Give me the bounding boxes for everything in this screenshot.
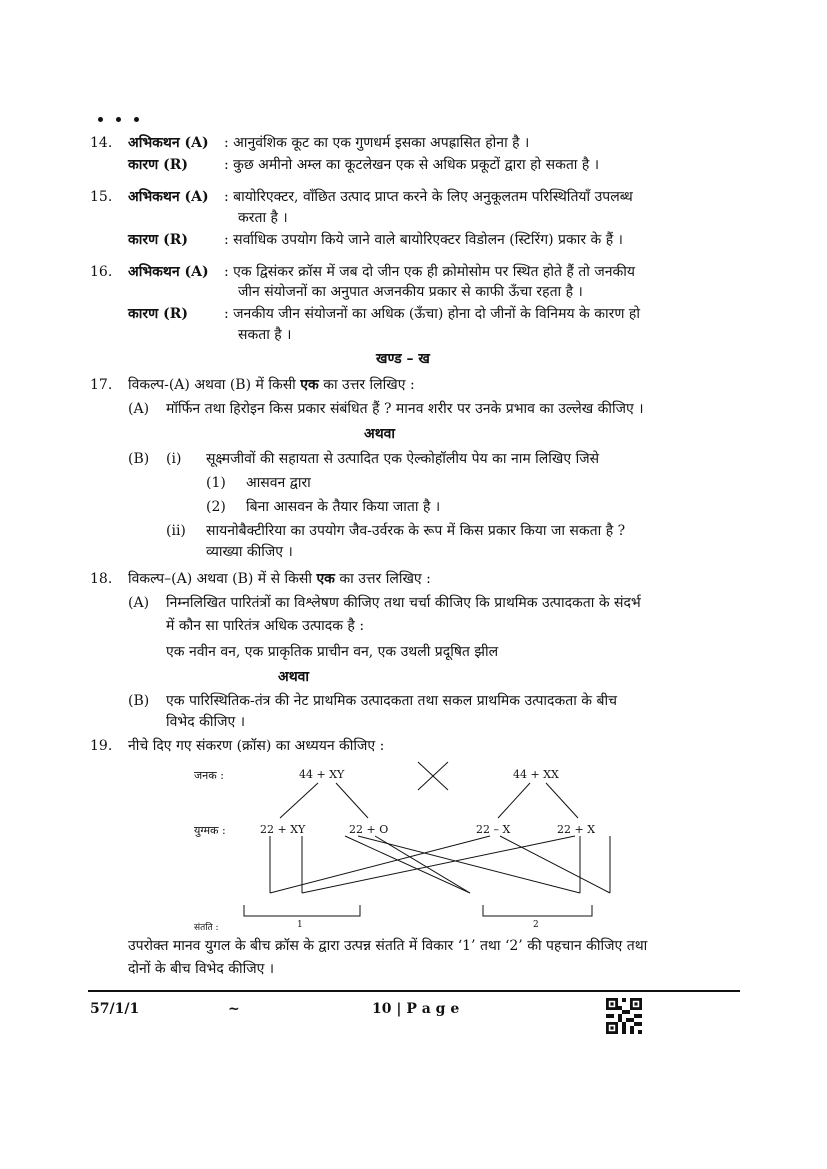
q18-b-text-line1: एक पारिस्थितिक-तंत्र की नेट प्राथमिक उत्पादकता तथा सकल प्राथमिक उत्पादकता के बीच (166, 693, 618, 709)
q18-b-label: (B) (128, 693, 150, 709)
q16-assertion-text-line2: जीन संयोजनों का अनुपात अजनकीय प्रकार से काफी ऊँचा रहता है । (238, 284, 583, 300)
q14-assertion-text: : आनुवंशिक कूट का एक गुणधर्म इसका अपह्रासित होना है । (224, 135, 530, 151)
q14-reason-text: : कुछ अमीनो अम्ल का कूटलेखन एक से अधिक प्रकूटों द्वारा हो सकता है । (224, 157, 600, 173)
footer-page-number: 10 | P a g e (372, 1001, 460, 1017)
q18-a-text-line1: निम्नलिखित पारितंत्रों का विश्लेषण कीजिए तथा चर्चा कीजिए कि प्राथमिक उत्पादकता के संदर्भ (166, 595, 641, 611)
q17-a-label: (A) (128, 401, 150, 417)
q19-question-line1: उपरोक्त मानव युगल के बीच क्रॉस के द्वारा उत्पन्न संतति में विकार ‘1’ तथा ‘2’ की पहचान कीजिए तथा (128, 938, 648, 954)
q17-b-i-2-label: (2) (206, 499, 226, 515)
offspring-bracket-2 (483, 905, 592, 916)
q16-number: 16. (90, 264, 113, 280)
gamete-crossing-line (270, 836, 490, 893)
q19-intro: नीचे दिए गए संकरण (क्रॉस) का अध्ययन कीजिए : (128, 738, 385, 754)
q17-a-text: मॉर्फिन तथा हिरोइन किस प्रकार संबंधित हैं ? मानव शरीर पर उनके प्रभाव का उल्लेख कीजिए । (166, 401, 644, 417)
gamete-3: 22 – X (476, 823, 511, 836)
q14-assertion-label: अभिकथन (A) (128, 135, 209, 151)
q17-or: अथवा (364, 426, 396, 442)
gamete-crossing-line (345, 836, 470, 893)
q17-b-i-label: (i) (166, 451, 182, 467)
q18-number: 18. (90, 571, 113, 587)
footer-paper-code: 57/1/1 (90, 1001, 140, 1017)
q16-assertion-text-line1: : एक द्विसंकर क्रॉस में जब दो जीन एक ही क्रोमोसोम पर स्थित होते हैं तो जनकीय (224, 264, 635, 280)
q16-reason-label: कारण (R) (128, 306, 188, 322)
parent2-to-gamete-line (498, 783, 530, 818)
q17-b-ii-text-line2: व्याख्या कीजिए । (206, 544, 293, 560)
footer-tilde: ~ (228, 1001, 240, 1017)
q19-number: 19. (90, 738, 113, 754)
parents-label: जनक : (194, 769, 224, 782)
q18-or: अथवा (278, 669, 310, 685)
offspring-bracket-1 (244, 905, 360, 916)
q17-b-ii-label: (ii) (166, 523, 186, 539)
parent1-to-gamete-line (280, 783, 318, 818)
parent2-genotype: 44 + XX (513, 768, 559, 781)
q17-intro-part2: का उत्तर लिखिए : (318, 377, 415, 393)
offspring-2-label: 2 (533, 920, 539, 930)
q19-question-line2: दोनों के बीच विभेद कीजिए । (128, 961, 275, 977)
q17-b-i-2-text: बिना आसवन के तैयार किया जाता है । (246, 499, 441, 515)
gamete-crossing-line (302, 836, 575, 893)
q17-number: 17. (90, 377, 113, 393)
parent2-to-gamete-line (546, 783, 578, 818)
q18-a-text-line3: एक नवीन वन, एक प्राकृतिक प्राचीन वन, एक उथली प्रदूषित झील (166, 644, 499, 660)
q18-a-label: (A) (128, 595, 150, 611)
q18-intro-emphasis: एक (316, 571, 335, 587)
q15-number: 15. (90, 189, 113, 205)
q18-a-text-line2: में कौन सा पारितंत्र अधिक उत्पादक है : (166, 618, 365, 634)
q17-b-label: (B) (128, 451, 150, 467)
q17-b-ii-text-line1: सायनोबैक्टीरिया का उपयोग जैव-उर्वरक के रूप में किस प्रकार किया जा सकता है ? (206, 523, 626, 539)
q17-intro-emphasis: एक (300, 377, 319, 393)
q17-intro-part1: विकल्प-(A) अथवा (B) में किसी (128, 377, 301, 393)
offspring-1-label: 1 (297, 920, 303, 930)
parent1-genotype: 44 + XY (299, 768, 345, 781)
q16-reason-text-line1: : जनकीय जीन संयोजनों का अधिक (ऊँचा) होना दो जीनों के विनिमय के कारण हो (224, 306, 640, 322)
gamete-crossing-line (358, 836, 580, 893)
q14-number: 14. (90, 135, 113, 151)
q17-b-i-1-text: आसवन द्वारा (246, 475, 311, 491)
q15-reason-text: : सर्वाधिक उपयोग किये जाने वाले बायोरिएक्टर विडोलन (स्टिरिंग) प्रकार के हैं । (224, 232, 623, 248)
offspring-label: संतति : (194, 923, 219, 933)
q15-assertion-text-line2: करता है । (238, 210, 288, 226)
qr-code-icon (606, 998, 642, 1034)
gamete-1: 22 + XY (260, 823, 306, 836)
gamete-crossing-line (500, 836, 610, 893)
q15-reason-label: कारण (R) (128, 232, 188, 248)
q15-assertion-text-line1: : बायोरिएक्टर, वाँछित उत्पाद प्राप्त करने के लिए अनुकूलतम परिस्थितियाँ उपलब्ध (224, 189, 633, 205)
q16-reason-text-line2: सकता है । (238, 327, 292, 343)
q18-intro-part1: विकल्प–(A) अथवा (B) में से किसी (128, 571, 317, 587)
q17-b-i-text: सूक्ष्मजीवों की सहायता से उत्पादित एक ऐल्कोहॉलीय पेय का नाम लिखिए जिसे (206, 451, 600, 467)
gametes-label: युग्मक : (194, 824, 226, 837)
section-heading: खण्ड – ख (376, 351, 430, 367)
parent1-to-gamete-line (336, 783, 368, 818)
gamete-4: 22 + X (557, 823, 596, 836)
q18-b-text-line2: विभेद कीजिए । (166, 714, 246, 730)
q18-intro-part2: का उत्तर लिखिए : (334, 571, 431, 587)
q17-b-i-1-label: (1) (206, 475, 226, 491)
q16-assertion-label: अभिकथन (A) (128, 264, 209, 280)
gamete-2: 22 + O (349, 823, 389, 836)
footer-rule (88, 990, 740, 992)
q14-reason-label: कारण (R) (128, 157, 188, 173)
q15-assertion-label: अभिकथन (A) (128, 189, 209, 205)
